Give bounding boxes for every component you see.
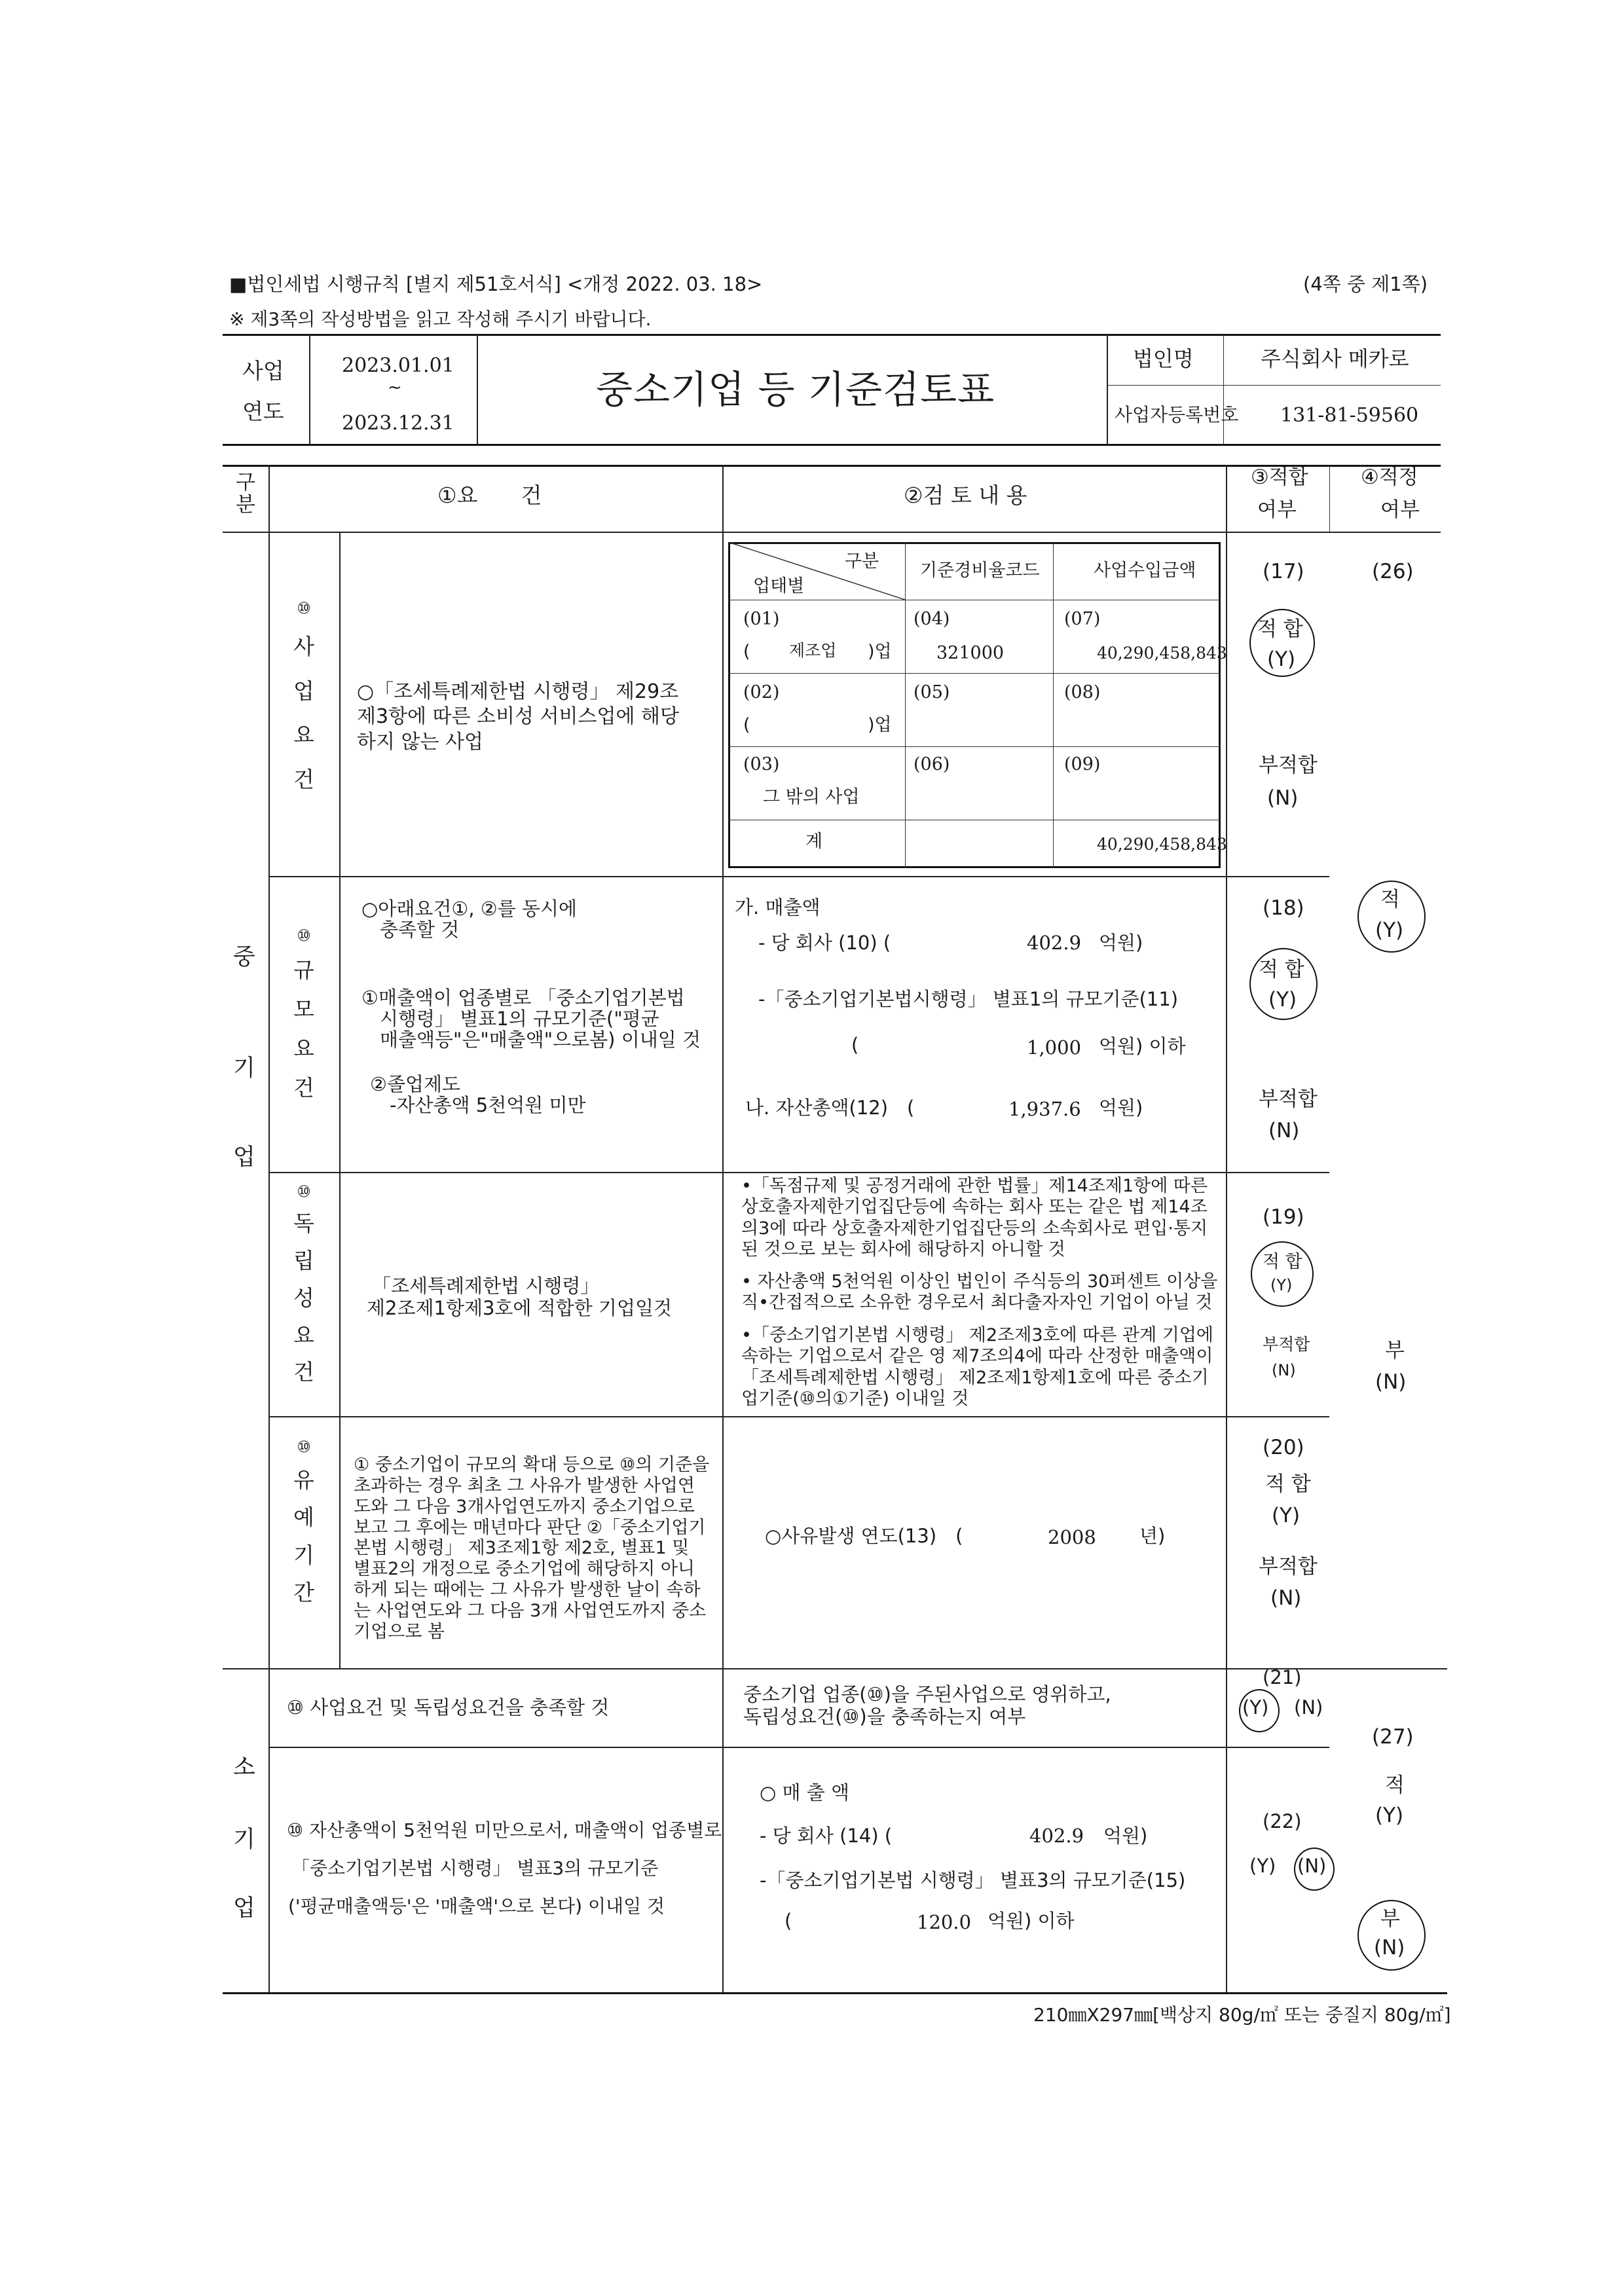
row101-fit-yes-1: 적 합 xyxy=(1257,617,1303,641)
inner-r3-c1-no: (03) xyxy=(743,754,780,774)
row103-fit-no-1: 부적합 xyxy=(1263,1335,1310,1354)
col-line-req xyxy=(722,465,724,1992)
col4-small-no-1: 부 xyxy=(1380,1907,1400,1931)
biz-no-label: 사업자등록번호 xyxy=(1115,404,1239,426)
row103-fit-no: (19) xyxy=(1263,1205,1304,1229)
page-reference: (4쪽 중 제1쪽) xyxy=(1303,273,1428,295)
row106-req-1: ⑩ 자산총액이 5천억원 미만으로서, 매출액이 업종별로 xyxy=(287,1819,722,1841)
fit4-header-1: ④적정 xyxy=(1361,465,1418,489)
row105-rev-2: 독립성요건(⑩)을 충족하는지 여부 xyxy=(743,1705,1026,1728)
group-small-1: 소 xyxy=(233,1755,255,1781)
row105-rev-1: 중소기업 업종(⑩)을 주된사업으로 영위하고, xyxy=(743,1683,1111,1705)
row103-label-1: 독 xyxy=(293,1211,314,1237)
inner-table-line-2 xyxy=(728,673,1221,674)
row102-req-intro-2: 충족할 것 xyxy=(380,919,460,941)
row104-label-2: 예 xyxy=(293,1504,314,1531)
row102-req-b-1: ②졸업제도 xyxy=(370,1073,461,1095)
col-line-group xyxy=(268,465,270,1992)
row103-label xyxy=(293,1178,314,1391)
inner-r3-c1-text: 그 밖의 사업 xyxy=(763,787,860,807)
row102-rev-a2-value: 1,000 xyxy=(1027,1036,1082,1059)
row101-label-0: ⑩ xyxy=(297,599,311,617)
corp-name-label: 법인명 xyxy=(1133,346,1194,371)
row106-fit-y: (Y) xyxy=(1249,1855,1276,1877)
inner-head-right: 구분 xyxy=(845,551,879,572)
row102-fit-no: (18) xyxy=(1263,896,1304,920)
row101-fit-no-1: 부적합 xyxy=(1259,754,1318,777)
row102-rev-b-value: 1,937.6 xyxy=(1008,1098,1081,1120)
row102-rev-a1-value: 402.9 xyxy=(1027,932,1082,954)
review-header: ②검 토 내 용 xyxy=(904,483,1027,508)
row102-rev-a2-label: -「중소기업기본법시행령」 별표1의 규모기준(11) xyxy=(758,988,1179,1010)
row103-fit-no-2: (N) xyxy=(1272,1361,1296,1379)
inner-r2-c1-open: ( xyxy=(743,715,750,735)
row101-label xyxy=(293,592,314,802)
col4-small-no-2: (N) xyxy=(1374,1936,1405,1959)
row101-label-3: 요 xyxy=(293,722,314,748)
row104-fit-yes-2: (Y) xyxy=(1272,1504,1301,1527)
group-mid-2: 기 xyxy=(233,1055,255,1082)
row-divider-103 xyxy=(268,1416,1329,1417)
row105-fit-y: (Y) xyxy=(1242,1696,1269,1719)
inner-r1-c3-val: 40,290,458,843 xyxy=(1097,644,1227,663)
period-start: 2023.01.01 xyxy=(342,354,454,377)
inner-r2-c2-no: (05) xyxy=(913,682,950,702)
col4-mid-no: (26) xyxy=(1372,560,1414,583)
row106-rev-1-unit: 억원) xyxy=(1103,1825,1148,1847)
row102-req-a-2: 시행령」 별표1의 규모기준("평균 xyxy=(380,1008,659,1030)
row102-rev-b-label: 나. 자산총액(12) ( xyxy=(745,1097,915,1119)
table-bottom-border xyxy=(223,1992,1447,1994)
row106-req-2: 「중소기업기본법 시행령」 별표3의 규모기준 xyxy=(291,1857,659,1879)
row103-req-1: 「조세특례제한법 시행령」 xyxy=(372,1275,600,1297)
row102-label-1: 규 xyxy=(293,957,314,983)
row105-fit-no: (21) xyxy=(1263,1666,1302,1688)
row102-label xyxy=(293,922,314,1108)
col4-small-yes-1: 적 xyxy=(1385,1774,1405,1797)
page-title: 중소기업 등 기준검토표 xyxy=(596,367,995,412)
row103-label-0: ⑩ xyxy=(297,1182,311,1201)
group-mid-3: 업 xyxy=(233,1144,255,1171)
row102-rev-a: 가. 매출액 xyxy=(735,896,821,919)
inner-table-col-2 xyxy=(1053,542,1054,868)
category-header-1: 구 xyxy=(236,471,255,494)
row104-label xyxy=(293,1434,314,1611)
row104-rev-label: ○사유발생 연도(13) ( xyxy=(765,1525,963,1547)
row104-fit-no-2: (N) xyxy=(1270,1586,1302,1610)
row103-review-2: • 자산총액 5천억원 이상인 법인이 주식등의 30퍼센트 이상을 직•간접적으로 소유한 경우로서 최다출자자인 기업이 아닐 것 xyxy=(741,1271,1218,1313)
row106-rev-2-value: 120.0 xyxy=(917,1911,972,1933)
corp-name-value: 주식회사 메카로 xyxy=(1261,346,1409,371)
inner-r1-c1-no: (01) xyxy=(743,609,780,629)
inner-total-value: 40,290,458,843 xyxy=(1097,835,1227,854)
fit3-header-2: 여부 xyxy=(1257,498,1297,522)
group-small-2: 기 xyxy=(233,1827,255,1853)
row106-rev-2-label: -「중소기업기본법 시행령」 별표3의 규모기준(15) xyxy=(760,1869,1186,1891)
row103-label-5: 건 xyxy=(293,1359,314,1385)
inner-r2-c1-close: )업 xyxy=(868,715,892,735)
row102-req-a-3: 매출액등"은"매출액"으로봄) 이내일 것 xyxy=(380,1029,701,1051)
row102-rev-a1-label: - 당 회사 (10) ( xyxy=(758,932,891,954)
row102-fit-no-1: 부적합 xyxy=(1259,1087,1318,1111)
row103-req-2: 제2조제1항제3호에 적합한 기업일것 xyxy=(367,1297,672,1319)
row102-req-b-2: -자산총액 5천억원 미만 xyxy=(390,1094,586,1116)
year-label-2: 연도 xyxy=(242,399,284,424)
col-line-fit xyxy=(1329,465,1330,532)
row-divider-102 xyxy=(268,1172,1329,1173)
group-mid-1: 중 xyxy=(233,944,255,970)
row-divider-105 xyxy=(268,1747,1329,1748)
row103-label-2: 립 xyxy=(293,1248,314,1274)
row102-req-a-1: ①매출액이 업종별로 「중소기업기본법 xyxy=(361,987,685,1009)
row106-rev-1-value: 402.9 xyxy=(1029,1825,1084,1847)
row101-fit-no-2: (N) xyxy=(1267,786,1299,810)
col4-mid-no-2: (N) xyxy=(1375,1370,1407,1394)
requirement-header: ①요 건 xyxy=(437,483,542,508)
fit3-header-1: ③적합 xyxy=(1251,465,1308,489)
category-header xyxy=(236,471,255,516)
row101-fit-no: (17) xyxy=(1263,560,1304,583)
row104-label-1: 유 xyxy=(293,1467,314,1493)
row102-label-2: 모 xyxy=(293,996,314,1022)
row104-rev-value: 2008 xyxy=(1048,1526,1096,1548)
row101-requirement: ○「조세특례제한법 시행령」 제29조 제3항에 따른 소비성 서비스업에 해당하지 않는 사업 xyxy=(357,680,679,754)
row105-requirement: ⑩ 사업요건 및 독립성요건을 충족할 것 xyxy=(287,1696,610,1719)
header-mid-line xyxy=(1107,385,1441,386)
col4-small-yes-2: (Y) xyxy=(1375,1804,1404,1827)
header-bottom-border xyxy=(223,444,1441,446)
row104-fit-no-1: 부적합 xyxy=(1259,1555,1318,1578)
inner-r1-c2-val: 321000 xyxy=(936,643,1005,663)
row106-req-3: ('평균매출액등'은 '매출액'으로 본다) 이내일 것 xyxy=(288,1895,665,1917)
row103-label-4: 요 xyxy=(293,1322,314,1348)
row103-fit-circle xyxy=(1251,1241,1314,1307)
row106-rev-2-open: ( xyxy=(784,1910,792,1932)
header-divider-3 xyxy=(1107,334,1108,444)
inner-head-col2: 기준경비율코드 xyxy=(920,560,1040,581)
inner-table-col-1 xyxy=(905,542,906,868)
year-label-1: 사업 xyxy=(242,358,284,384)
col4-small-no: (27) xyxy=(1372,1725,1414,1749)
inner-r2-c3-no: (08) xyxy=(1064,682,1101,702)
row103-label-3: 성 xyxy=(293,1285,314,1311)
inner-total-label: 계 xyxy=(805,831,823,852)
row102-fit-yes-2: (Y) xyxy=(1268,988,1297,1011)
table-header-bottom xyxy=(223,532,1441,533)
row101-fit-yes-2: (Y) xyxy=(1267,647,1296,671)
row102-rev-b-unit: 억원) xyxy=(1099,1097,1143,1119)
instruction-note: ※ 제3쪽의 작성방법을 읽고 작성해 주시기 바랍니다. xyxy=(229,308,652,330)
row102-label-3: 요 xyxy=(293,1035,314,1061)
inner-head-left: 업태별 xyxy=(753,576,805,596)
biz-no-value: 131-81-59560 xyxy=(1280,404,1419,427)
row102-fit-yes-1: 적 합 xyxy=(1259,958,1304,981)
inner-r3-c3-no: (09) xyxy=(1064,754,1101,774)
row102-rev-a1-unit: 억원) xyxy=(1099,932,1143,954)
inner-r1-c1-open: ( xyxy=(743,642,750,662)
row104-label-3: 기 xyxy=(293,1542,314,1568)
inner-r1-c1-close: )업 xyxy=(868,642,892,662)
row101-label-1: 사 xyxy=(293,634,314,660)
row102-rev-a2-unit: 억원) 이하 xyxy=(1099,1035,1186,1057)
inner-head-col3: 사업수입금액 xyxy=(1094,560,1196,581)
row106-fit-no: (22) xyxy=(1263,1810,1302,1832)
col4-mid-yes-2: (Y) xyxy=(1375,919,1404,942)
header-divider-1 xyxy=(309,334,310,444)
row102-rev-a2-open: ( xyxy=(851,1034,859,1056)
row-divider-101 xyxy=(268,876,1329,877)
row104-requirement: ① 중소기업이 규모의 확대 등으로 ⑩의 기준을 초과하는 경우 최초 그 사유가 발생한 사업연도와 그 다음 3개사업연도까지 중소기업으로 보고 그 후에는 매년마다 판단 ②「중소기업기본법 시행령」 제3조제1항 제2호, 별표1 및 별표2의 개정으로 중소기업에 해당하지 아니하게 되는 때에는 그 사유가 발생한 날이 속하는 사업연도와 그 다음 3개 사업연도까지 중소기업으로 봄 xyxy=(354,1455,710,1642)
col4-mid-yes-1: 적 xyxy=(1380,888,1400,911)
inner-r3-c2-no: (06) xyxy=(913,754,950,774)
inner-r1-c3-no: (07) xyxy=(1064,609,1101,629)
row104-fit-no: (20) xyxy=(1263,1436,1304,1459)
group-small-3: 업 xyxy=(233,1895,255,1922)
col-line-label xyxy=(339,532,341,1668)
row106-fit-n: (N) xyxy=(1297,1855,1327,1877)
row106-rev-1-label: - 당 회사 (14) ( xyxy=(760,1825,893,1847)
inner-r2-c1-no: (02) xyxy=(743,682,780,702)
inner-table-line-3 xyxy=(728,746,1221,747)
header-top-border xyxy=(223,334,1441,336)
row103-fit-yes-1: 적 합 xyxy=(1263,1252,1302,1272)
inner-r1-c2-no: (04) xyxy=(913,609,950,629)
row104-label-0: ⑩ xyxy=(297,1438,311,1456)
row102-fit-no-2: (N) xyxy=(1268,1119,1300,1142)
period-end: 2023.12.31 xyxy=(342,412,454,435)
row105-fit-n: (N) xyxy=(1294,1696,1323,1719)
inner-r1-c1-text: 제조업 xyxy=(789,641,837,660)
category-header-2: 분 xyxy=(236,493,255,517)
paper-spec-footer: 210㎜X297㎜[백상지 80g/㎡ 또는 중질지 80g/㎡] xyxy=(1033,2004,1451,2026)
row101-label-4: 건 xyxy=(293,767,314,793)
header-divider-4 xyxy=(1223,334,1224,444)
row103-review-3: •「중소기업기본법 시행령」 제2조제3호에 따른 관계 기업에 속하는 기업으로서 같은 영 제7조의4에 따라 산정한 매출액이 「조세특례제한법 시행령」 제2조제1항제1호에 따른 중소기업기준(⑩의①기준) 이내일 것 xyxy=(741,1325,1213,1410)
row106-rev-head: ○ 매 출 액 xyxy=(760,1781,850,1804)
row106-rev-2-unit: 억원) 이하 xyxy=(987,1910,1075,1932)
col4-mid-no-1: 부 xyxy=(1385,1339,1405,1362)
fit4-header-2: 여부 xyxy=(1380,498,1420,522)
row101-label-2: 업 xyxy=(293,678,314,704)
form-reference: ■법인세법 시행규칙 [별지 제51호서식] <개정 2022. 03. 18> xyxy=(229,273,763,295)
header-divider-2 xyxy=(477,334,478,444)
row103-fit-yes-2: (Y) xyxy=(1270,1276,1293,1294)
row102-label-0: ⑩ xyxy=(297,926,311,945)
row103-review-1: •「독점규제 및 공정거래에 관한 법률」제14조제1항에 따른 상호출자제한기업집단등에 속하는 회사 또는 같은 법 제14조의3에 따라 상호출자제한기업집단등의 소속회사로 편입·통지된 것으로 보는 회사에 해당하지 아니할 것 xyxy=(741,1176,1208,1260)
row104-fit-yes-1: 적 합 xyxy=(1265,1472,1311,1496)
row104-label-4: 간 xyxy=(293,1579,314,1605)
period-tilde: ~ xyxy=(388,378,402,397)
row102-label-4: 건 xyxy=(293,1074,314,1101)
row102-req-intro-1: ○아래요건①, ②를 동시에 xyxy=(361,898,578,920)
row104-rev-unit: 년) xyxy=(1139,1525,1166,1547)
col-line-review xyxy=(1226,465,1227,1992)
